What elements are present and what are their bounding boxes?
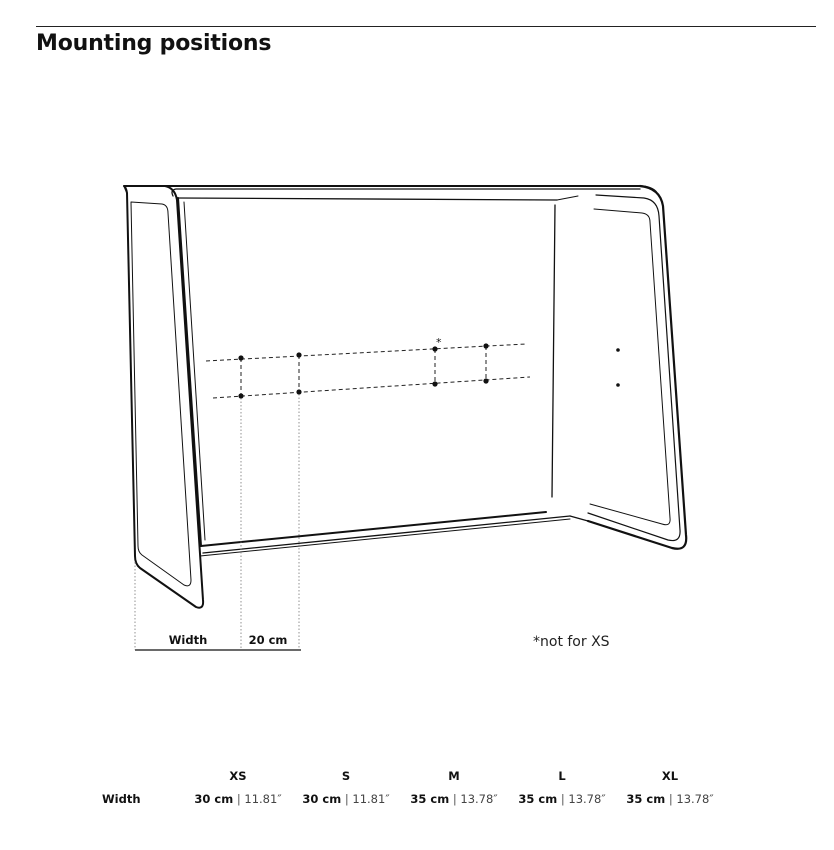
width-inch: 11.81″: [244, 792, 282, 806]
upper-mount-line: [206, 344, 526, 361]
width-row: [92, 788, 724, 810]
size-header: S: [341, 769, 351, 783]
width-cm: 35 cm: [626, 792, 666, 806]
note-not-for-xs: *not for XS: [533, 634, 610, 650]
width-inch: 11.81″: [352, 792, 390, 806]
width-separator: |: [452, 792, 457, 806]
asterisk-marker: *: [436, 336, 442, 349]
mount-hole: [296, 352, 301, 357]
header-spacer: [92, 764, 184, 788]
size-header: L: [558, 769, 566, 783]
width-inch: 13.78″: [460, 792, 498, 806]
mounting-holes: [238, 343, 619, 398]
width-separator: |: [236, 792, 241, 806]
size-header: XS: [229, 769, 247, 783]
width-cell: [292, 788, 400, 810]
back-panel: [165, 186, 656, 556]
dimension-offset-label: 20 cm: [248, 633, 288, 647]
width-cell: [184, 788, 292, 810]
mount-hole: [432, 381, 437, 386]
size-header-row: [92, 764, 724, 788]
width-separator: |: [560, 792, 565, 806]
width-inch: 13.78″: [676, 792, 714, 806]
width-inch: 13.78″: [568, 792, 606, 806]
mount-hole: [483, 378, 488, 383]
side-hole: [616, 348, 620, 352]
width-cm: 30 cm: [194, 792, 234, 806]
size-table: [92, 764, 724, 810]
width-cell: [508, 788, 616, 810]
width-separator: |: [344, 792, 349, 806]
right-wing-panel: [570, 186, 686, 549]
width-cm: 35 cm: [410, 792, 450, 806]
size-header: XL: [661, 769, 679, 783]
width-cell: [616, 788, 724, 810]
row-label: Width: [102, 792, 141, 806]
mount-hole: [238, 355, 243, 360]
mount-hole: [483, 343, 488, 348]
dimension-width-label: Width: [168, 633, 208, 647]
width-cell: [400, 788, 508, 810]
mount-hole: [238, 393, 243, 398]
width-cm: 35 cm: [518, 792, 558, 806]
width-cm: 30 cm: [302, 792, 342, 806]
dimension-guides: [135, 394, 299, 650]
mounting-lines: [206, 344, 530, 398]
side-hole: [616, 383, 620, 387]
lower-mount-line: [213, 377, 530, 398]
mount-hole: [296, 389, 301, 394]
size-header: M: [448, 769, 460, 783]
width-separator: |: [668, 792, 673, 806]
page-title: Mounting positions: [36, 31, 272, 56]
